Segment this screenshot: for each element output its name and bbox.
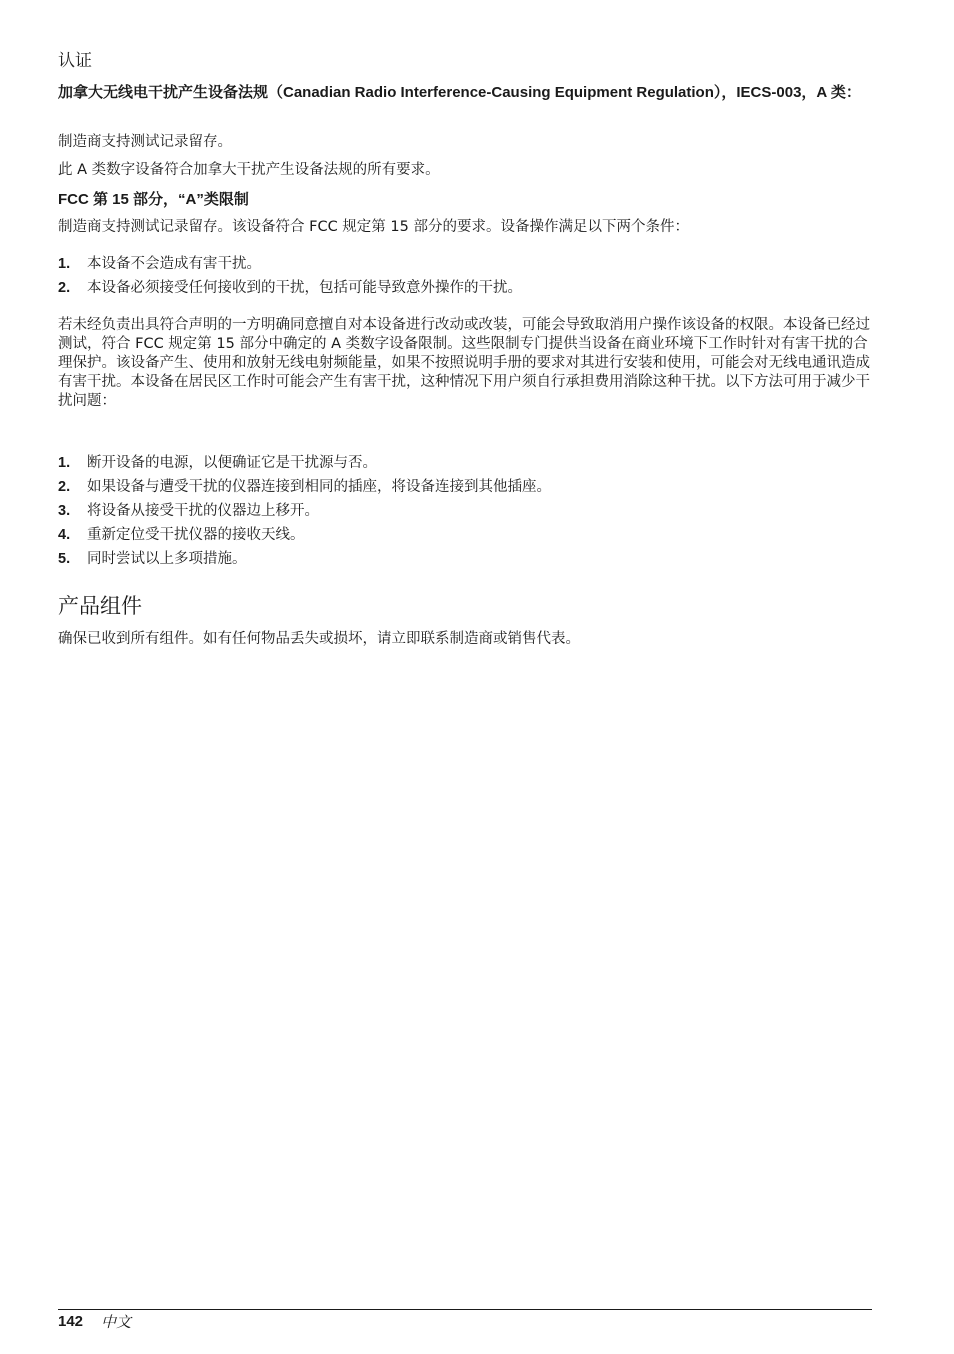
list-item	[58, 475, 872, 499]
list-item-text: 本设备必须接受任何接收到的干扰，包括可能导致意外操作的干扰。	[87, 280, 522, 296]
fcc-intro: 制造商支持测试记录留存。该设备符合 FCC 规定第 15 部分的要求。设备操作满足以下两个条件：	[58, 219, 689, 235]
list-item-number: 2.	[58, 479, 71, 495]
list-item-number: 2.	[58, 280, 71, 296]
list-item	[58, 276, 872, 300]
list-item	[58, 547, 872, 571]
canada-paragraph-1: 制造商支持测试记录留存。	[58, 134, 232, 150]
list-item-number: 4.	[58, 527, 71, 543]
list-item-text: 如果设备与遭受干扰的仪器连接到相同的插座，将设备连接到其他插座。	[87, 479, 551, 495]
list-item	[58, 451, 872, 475]
fcc-body-paragraph: 若未经负责出具符合声明的一方明确同意擅自对本设备进行改动或改装，可能会导致取消用户操作该设备的权限。本设备已经过测试，符合 FCC 规定第 15 部分中确定的 A 类数字设备限制。这些限制专门提供当设备在商业环境下工作时针对有害干扰的合理保护。该设备产生、使用和放射无线电射频能量，如果不按照说明手册的要求对其进行安装和使用，可能会对无线电通讯造成有害干扰。本设备在居民区工作时可能会产生有害干扰，这种情况下用户须自行承担费用消除这种干扰。以下方法可用于减少干扰问题：	[58, 317, 870, 409]
list-item-number: 1.	[58, 455, 71, 471]
interference-steps-list	[58, 451, 872, 571]
page-number: 142	[58, 1313, 84, 1330]
canada-paragraph-2: 此 A 类数字设备符合加拿大干扰产生设备法规的所有要求。	[58, 162, 440, 178]
list-item-text: 断开设备的电源，以便确证它是干扰源与否。	[87, 455, 377, 471]
components-text: 确保已收到所有组件。如有任何物品丢失或损坏，请立即联系制造商或销售代表。	[58, 631, 580, 647]
fcc-heading: FCC 第 15 部分，“A”类限制	[58, 191, 249, 208]
list-item-text: 同时尝试以上多项措施。	[87, 551, 247, 567]
fcc-conditions-list	[58, 252, 872, 300]
list-item-text: 本设备不会造成有害干扰。	[87, 256, 261, 272]
list-item	[58, 523, 872, 547]
page-footer	[58, 1312, 131, 1332]
footer-divider	[58, 1309, 872, 1310]
footer-language: 中文	[101, 1313, 132, 1331]
list-item	[58, 499, 872, 523]
list-item-text: 将设备从接受干扰的仪器边上移开。	[87, 503, 319, 519]
list-item-number: 1.	[58, 256, 71, 272]
certification-title: 认证	[58, 51, 92, 71]
list-item	[58, 252, 872, 276]
list-item-text: 重新定位受干扰仪器的接收天线。	[87, 527, 305, 543]
list-item-number: 3.	[58, 503, 71, 519]
canada-regulation-heading: 加拿大无线电干扰产生设备法规（Canadian Radio Interference-Causing Equipment Regulation），IECS-003，A 类：	[58, 84, 861, 101]
list-item-number: 5.	[58, 551, 71, 567]
components-title: 产品组件	[58, 594, 142, 618]
